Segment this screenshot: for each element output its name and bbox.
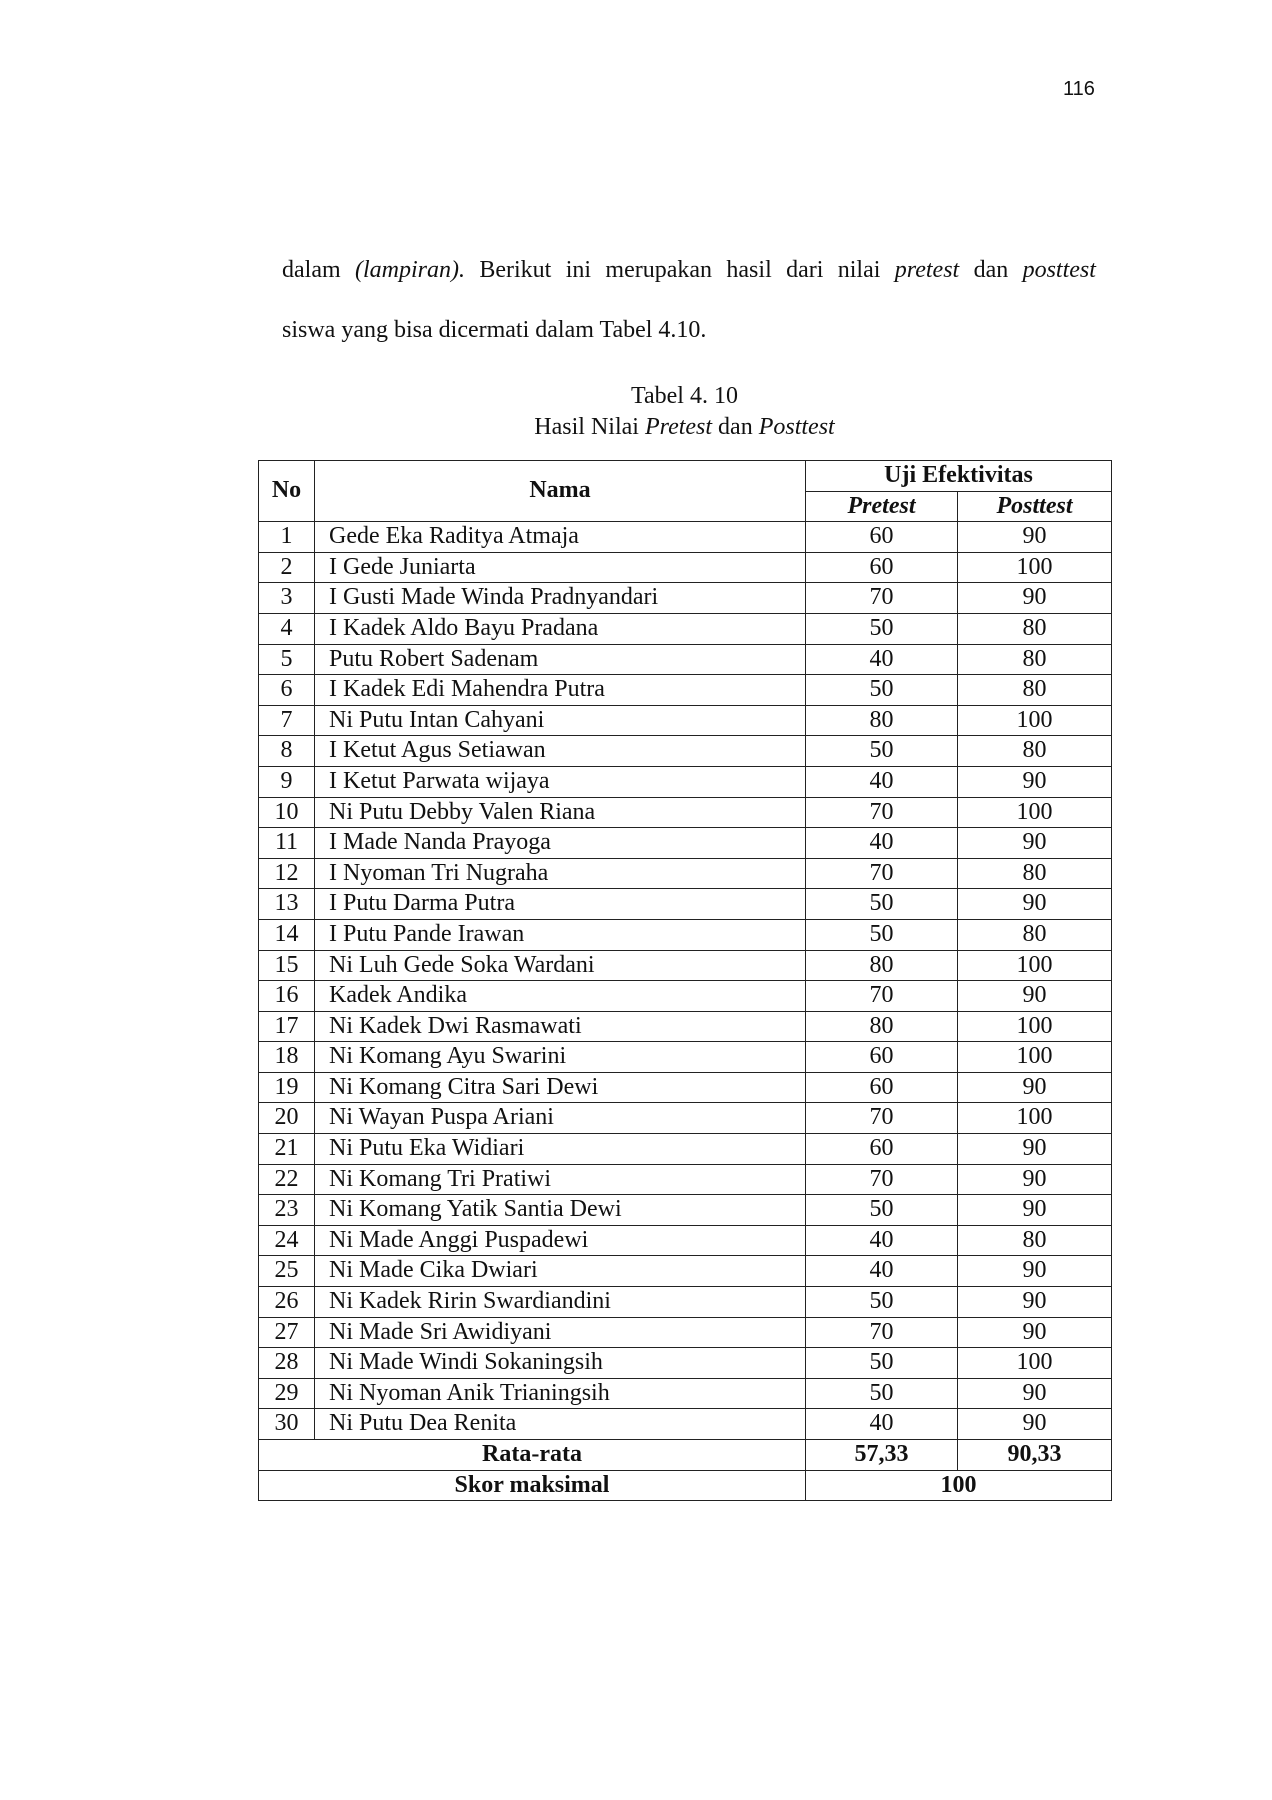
max-score-row (259, 1470, 1112, 1501)
pretest-score: 70 (806, 797, 958, 828)
posttest-score: 80 (958, 613, 1112, 644)
table-row (259, 522, 1112, 553)
student-name: Ni Kadek Ririn Swardiandini (315, 1287, 806, 1318)
paragraph-word: dari (786, 257, 824, 283)
posttest-score: 90 (958, 1195, 1112, 1226)
page-number: 116 (1063, 78, 1095, 100)
pretest-score: 50 (806, 1378, 958, 1409)
pretest-score: 40 (806, 828, 958, 859)
pretest-score: 60 (806, 1042, 958, 1073)
student-name: Ni Nyoman Anik Trianingsih (315, 1378, 806, 1409)
table-row (259, 950, 1112, 981)
row-number: 15 (259, 950, 315, 981)
paragraph-word: merupakan (605, 257, 713, 283)
table-row (259, 1225, 1112, 1256)
row-number: 13 (259, 889, 315, 920)
row-number: 9 (259, 766, 315, 797)
average-row (259, 1440, 1112, 1471)
pretest-score: 50 (806, 613, 958, 644)
paragraph-line-1 (282, 240, 1096, 300)
row-number: 2 (259, 552, 315, 583)
average-posttest: 90,33 (958, 1440, 1112, 1471)
row-number: 22 (259, 1164, 315, 1195)
paragraph-word: dalam (282, 257, 341, 283)
posttest-score: 80 (958, 644, 1112, 675)
student-name: Ni Made Sri Awidiyani (315, 1317, 806, 1348)
paragraph-word: posttest (1022, 257, 1096, 283)
posttest-score: 90 (958, 583, 1112, 614)
pretest-score: 70 (806, 583, 958, 614)
student-name: Ni Putu Intan Cahyani (315, 705, 806, 736)
posttest-score: 90 (958, 889, 1112, 920)
student-name: Ni Komang Yatik Santia Dewi (315, 1195, 806, 1226)
table-body (259, 522, 1112, 1440)
posttest-score: 80 (958, 675, 1112, 706)
posttest-score: 90 (958, 1317, 1112, 1348)
posttest-score: 100 (958, 797, 1112, 828)
table-row (259, 1072, 1112, 1103)
student-name: Ni Wayan Puspa Ariani (315, 1103, 806, 1134)
student-name: Putu Robert Sadenam (315, 644, 806, 675)
table-row (259, 1195, 1112, 1226)
row-number: 26 (259, 1287, 315, 1318)
posttest-score: 90 (958, 522, 1112, 553)
row-number: 1 (259, 522, 315, 553)
student-name: Ni Komang Ayu Swarini (315, 1042, 806, 1073)
table-row (259, 858, 1112, 889)
student-name: I Kadek Aldo Bayu Pradana (315, 613, 806, 644)
student-name: I Putu Darma Putra (315, 889, 806, 920)
pretest-score: 40 (806, 1225, 958, 1256)
pretest-score: 40 (806, 1256, 958, 1287)
posttest-score: 90 (958, 1256, 1112, 1287)
row-number: 12 (259, 858, 315, 889)
posttest-score: 90 (958, 1072, 1112, 1103)
table-row (259, 1287, 1112, 1318)
pretest-score: 60 (806, 552, 958, 583)
paragraph-word: hasil (726, 257, 772, 283)
posttest-score: 90 (958, 1409, 1112, 1440)
table-row (259, 552, 1112, 583)
paragraph-word: dan (973, 257, 1009, 283)
posttest-score: 100 (958, 705, 1112, 736)
posttest-score: 100 (958, 552, 1112, 583)
pretest-score: 40 (806, 644, 958, 675)
caption-subtitle: Hasil Nilai Pretest dan Posttest (534, 414, 835, 440)
student-name: Ni Komang Citra Sari Dewi (315, 1072, 806, 1103)
pretest-score: 80 (806, 950, 958, 981)
posttest-score: 90 (958, 1134, 1112, 1165)
row-number: 24 (259, 1225, 315, 1256)
table-row (259, 889, 1112, 920)
student-name: Kadek Andika (315, 981, 806, 1012)
posttest-score: 100 (958, 1103, 1112, 1134)
table-row (259, 644, 1112, 675)
student-name: Ni Putu Eka Widiari (315, 1134, 806, 1165)
table-row (259, 1409, 1112, 1440)
row-number: 4 (259, 613, 315, 644)
pretest-score: 50 (806, 919, 958, 950)
row-number: 18 (259, 1042, 315, 1073)
pretest-score: 70 (806, 981, 958, 1012)
pretest-score: 70 (806, 858, 958, 889)
header-pretest: Pretest (806, 491, 958, 522)
pretest-score: 50 (806, 1195, 958, 1226)
table-row (259, 1378, 1112, 1409)
row-number: 11 (259, 828, 315, 859)
header-no: No (259, 461, 315, 522)
posttest-score: 80 (958, 1225, 1112, 1256)
table-row (259, 1011, 1112, 1042)
header-posttest: Posttest (958, 491, 1112, 522)
student-name: I Ketut Parwata wijaya (315, 766, 806, 797)
row-number: 23 (259, 1195, 315, 1226)
row-number: 30 (259, 1409, 315, 1440)
row-number: 27 (259, 1317, 315, 1348)
posttest-score: 100 (958, 1011, 1112, 1042)
row-number: 16 (259, 981, 315, 1012)
row-number: 21 (259, 1134, 315, 1165)
table-row (259, 981, 1112, 1012)
pretest-score: 60 (806, 522, 958, 553)
student-name: I Made Nanda Prayoga (315, 828, 806, 859)
table-row (259, 1134, 1112, 1165)
table-row (259, 1348, 1112, 1379)
posttest-score: 80 (958, 736, 1112, 767)
row-number: 10 (259, 797, 315, 828)
student-name: I Gede Juniarta (315, 552, 806, 583)
average-pretest: 57,33 (806, 1440, 958, 1471)
max-score-label: Skor maksimal (259, 1470, 806, 1501)
row-number: 5 (259, 644, 315, 675)
table-row (259, 919, 1112, 950)
pretest-score: 40 (806, 1409, 958, 1440)
row-number: 25 (259, 1256, 315, 1287)
row-number: 19 (259, 1072, 315, 1103)
table-row (259, 1256, 1112, 1287)
pretest-score: 50 (806, 889, 958, 920)
average-label: Rata-rata (259, 1440, 806, 1471)
table-row (259, 705, 1112, 736)
student-name: Ni Made Cika Dwiari (315, 1256, 806, 1287)
student-name: I Gusti Made Winda Pradnyandari (315, 583, 806, 614)
row-number: 3 (259, 583, 315, 614)
student-name: I Kadek Edi Mahendra Putra (315, 675, 806, 706)
paragraph-word: nilai (837, 257, 881, 283)
table-row (259, 1164, 1112, 1195)
student-name: Gede Eka Raditya Atmaja (315, 522, 806, 553)
row-number: 29 (259, 1378, 315, 1409)
student-name: I Putu Pande Irawan (315, 919, 806, 950)
row-number: 8 (259, 736, 315, 767)
student-name: Ni Luh Gede Soka Wardani (315, 950, 806, 981)
row-number: 28 (259, 1348, 315, 1379)
row-number: 20 (259, 1103, 315, 1134)
student-name: Ni Komang Tri Pratiwi (315, 1164, 806, 1195)
table-caption (258, 381, 1111, 443)
student-name: Ni Made Anggi Puspadewi (315, 1225, 806, 1256)
posttest-score: 100 (958, 1042, 1112, 1073)
pretest-score: 50 (806, 1287, 958, 1318)
table-row (259, 766, 1112, 797)
paragraph-word: pretest (894, 257, 960, 283)
pretest-score: 80 (806, 705, 958, 736)
table-row (259, 1317, 1112, 1348)
pretest-score: 50 (806, 1348, 958, 1379)
paragraph-word: Berikut (479, 257, 552, 283)
pretest-score: 70 (806, 1317, 958, 1348)
pretest-score: 70 (806, 1103, 958, 1134)
student-name: Ni Putu Dea Renita (315, 1409, 806, 1440)
student-name: Ni Putu Debby Valen Riana (315, 797, 806, 828)
max-score-value: 100 (806, 1470, 1112, 1501)
posttest-score: 90 (958, 766, 1112, 797)
header-name: Nama (315, 461, 806, 522)
pretest-score: 60 (806, 1072, 958, 1103)
posttest-score: 90 (958, 981, 1112, 1012)
paragraph-word: ini (565, 257, 592, 283)
table-row (259, 797, 1112, 828)
student-name: Ni Kadek Dwi Rasmawati (315, 1011, 806, 1042)
table-row (259, 675, 1112, 706)
caption-title: Tabel 4. 10 (631, 383, 738, 409)
paragraph-word: (lampiran). (355, 257, 465, 283)
table-row (259, 828, 1112, 859)
row-number: 6 (259, 675, 315, 706)
table-header-row (259, 461, 1112, 492)
pretest-score: 40 (806, 766, 958, 797)
posttest-score: 90 (958, 828, 1112, 859)
pretest-score: 70 (806, 1164, 958, 1195)
pretest-score: 80 (806, 1011, 958, 1042)
row-number: 14 (259, 919, 315, 950)
table-row (259, 1042, 1112, 1073)
pretest-score: 50 (806, 736, 958, 767)
student-name: Ni Made Windi Sokaningsih (315, 1348, 806, 1379)
posttest-score: 90 (958, 1287, 1112, 1318)
pretest-score: 50 (806, 675, 958, 706)
table-row (259, 613, 1112, 644)
table-row (259, 736, 1112, 767)
posttest-score: 80 (958, 858, 1112, 889)
row-number: 7 (259, 705, 315, 736)
paragraph-line-2: siswa yang bisa dicermati dalam Tabel 4.10. (282, 317, 707, 343)
posttest-score: 90 (958, 1164, 1112, 1195)
posttest-score: 100 (958, 950, 1112, 981)
student-name: I Ketut Agus Setiawan (315, 736, 806, 767)
results-table (258, 460, 1112, 1501)
pretest-score: 60 (806, 1134, 958, 1165)
header-group: Uji Efektivitas (806, 461, 1112, 492)
posttest-score: 100 (958, 1348, 1112, 1379)
student-name: I Nyoman Tri Nugraha (315, 858, 806, 889)
posttest-score: 90 (958, 1378, 1112, 1409)
table-row (259, 583, 1112, 614)
row-number: 17 (259, 1011, 315, 1042)
table-row (259, 1103, 1112, 1134)
body-paragraph (282, 240, 1096, 360)
posttest-score: 80 (958, 919, 1112, 950)
